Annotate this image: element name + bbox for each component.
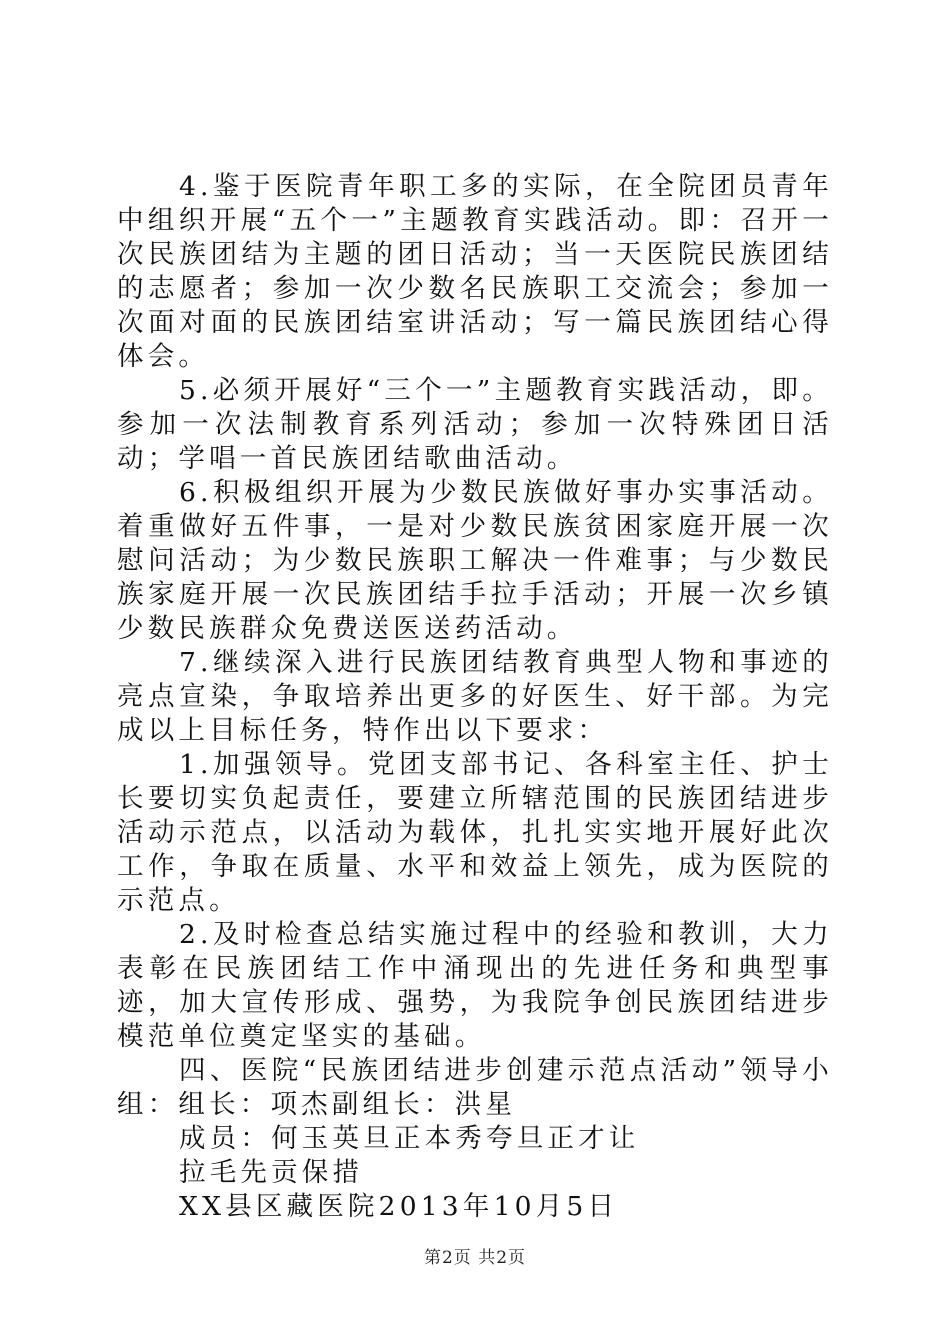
paragraph-members: 成员：何玉英旦正本秀夸旦正才让: [179, 1123, 640, 1154]
paragraph-requirement-2: 2.及时检查总结实施过程中的经验和教训，大力表彰在民族团结工作中涌现出的先进任务和典型事迹，加大宣传形成、强势，为我院争创民族团结进步模范单位奠定坚实的基础。: [117, 919, 833, 1052]
paragraph-signature-date: XX县区藏医院2013年10月5日: [179, 1191, 619, 1222]
page-number-footer: 第2页 共2页: [423, 1248, 527, 1268]
paragraph-members-continued: 拉毛先贡保措: [179, 1157, 364, 1188]
paragraph-item-7: 7.继续深入进行民族团结教育典型人物和事迹的亮点宣染，争取培养出更多的好医生、好干部。为完成以上目标任务，特作出以下要求：: [117, 647, 833, 746]
paragraph-item-4: 4.鉴于医院青年职工多的实际，在全院团员青年中组织开展“五个一”主题教育实践活动。即：召开一次民族团结为主题的团日活动；当一天医院民族团结的志愿者；参加一次少数名民族职工交流会；参加一次面对面的民族团结室讲活动；写一篇民族团结心得体会。: [117, 171, 833, 372]
paragraph-leadership-group: 四、医院“民族团结进步创建示范点活动”领导小组：组长：项杰副组长：洪星: [117, 1055, 833, 1120]
paragraph-item-6: 6.积极组织开展为少数民族做好事办实事活动。着重做好五件事，一是对少数民族贫困家庭开展一次慰问活动；为少数民族职工解决一件难事；与少数民族家庭开展一次民族团结手拉手活动；开展一次乡镇少数民族群众免费送医送药活动。: [117, 477, 833, 644]
paragraph-item-5: 5.必须开展好“三个一”主题教育实践活动，即。参加一次法制教育系列活动；参加一次特殊团日活动；学唱一首民族团结歌曲活动。: [117, 375, 833, 474]
paragraph-requirement-1: 1.加强领导。党团支部书记、各科室主任、护士长要切实负起责任，要建立所辖范围的民族团结进步活动示范点，以活动为载体，扎扎实实地开展好此次工作，争取在质量、水平和效益上领先，成为医院的示范点。: [117, 749, 833, 916]
document-body: [117, 170, 833, 1224]
